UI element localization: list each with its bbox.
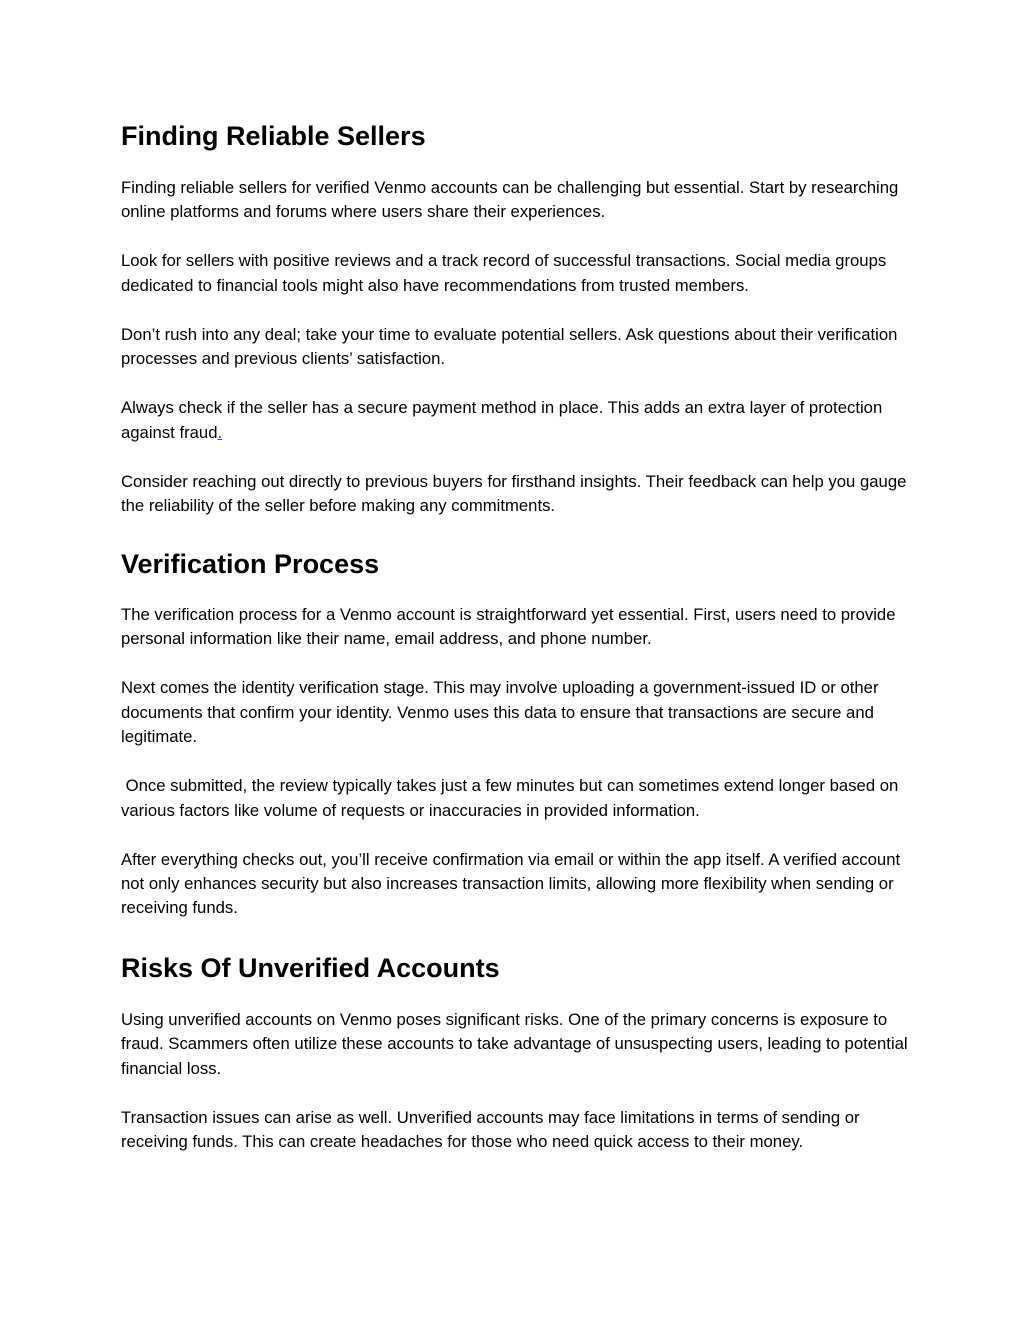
paragraph: Using unverified accounts on Venmo poses significant risks. One of the primary concerns is exposure to fraud. Scammers often utilize these accounts to take advantage of unsuspecting users, leading to potential financial loss.: [121, 1010, 908, 1078]
section-verification-process: [121, 548, 911, 921]
paragraph: Transaction issues can arise as well. Unverified accounts may face limitations in terms of sending or receiving funds. This can create headaches for those who need quick access to their money.: [121, 1107, 860, 1152]
paragraph: Finding reliable sellers for verified Venmo accounts can be challenging but essential. Start by researching online platforms and forums where users share their experiences.: [121, 178, 899, 222]
paragraph-text: Always check if the seller has a secure payment method in place. This adds an extra layer of protection against fraud: [121, 398, 883, 442]
paragraph-with-link: [121, 396, 911, 445]
section-risks-of-unverified-accounts: [121, 952, 911, 1155]
paragraph: Consider reaching out directly to previous buyers for firsthand insights. Their feedback can help you gauge the reliability of the seller before making any commitments.: [121, 471, 907, 516]
paragraph: Don’t rush into any deal; take your time to evaluate potential sellers. Ask questions about their verification processes and previous clients’ satisfaction.: [121, 324, 898, 369]
paragraph: After everything checks out, you’ll receive confirmation via email or within the app itself. A verified account not only enhances security but also increases transaction limits, allowing more flexibility when sending or receiving funds.: [121, 849, 901, 918]
section-heading: Risks Of Unverified Accounts: [121, 953, 500, 983]
paragraph: The verification process for a Venmo account is straightforward yet essential. First, users need to provide personal information like their name, email address, and phone number.: [121, 605, 896, 649]
paragraph: Next comes the identity verification stage. This may involve uploading a government-issued ID or other documents that confirm your identity. Venmo uses this data to ensure that transactions are secure and legitimate.: [121, 678, 879, 747]
section-heading: Verification Process: [121, 549, 380, 579]
paragraph: Look for sellers with positive reviews and a track record of successful transactions. Social media groups dedicated to financial tools might also have recommendations from trusted members.: [121, 251, 887, 295]
section-finding-reliable-sellers: [121, 120, 911, 518]
inline-link[interactable]: .: [217, 422, 223, 442]
section-heading: Finding Reliable Sellers: [121, 121, 426, 151]
paragraph: Once submitted, the review typically takes just a few minutes but can sometimes extend longer based on various factors like volume of requests or inaccuracies in provided information.: [121, 776, 903, 820]
